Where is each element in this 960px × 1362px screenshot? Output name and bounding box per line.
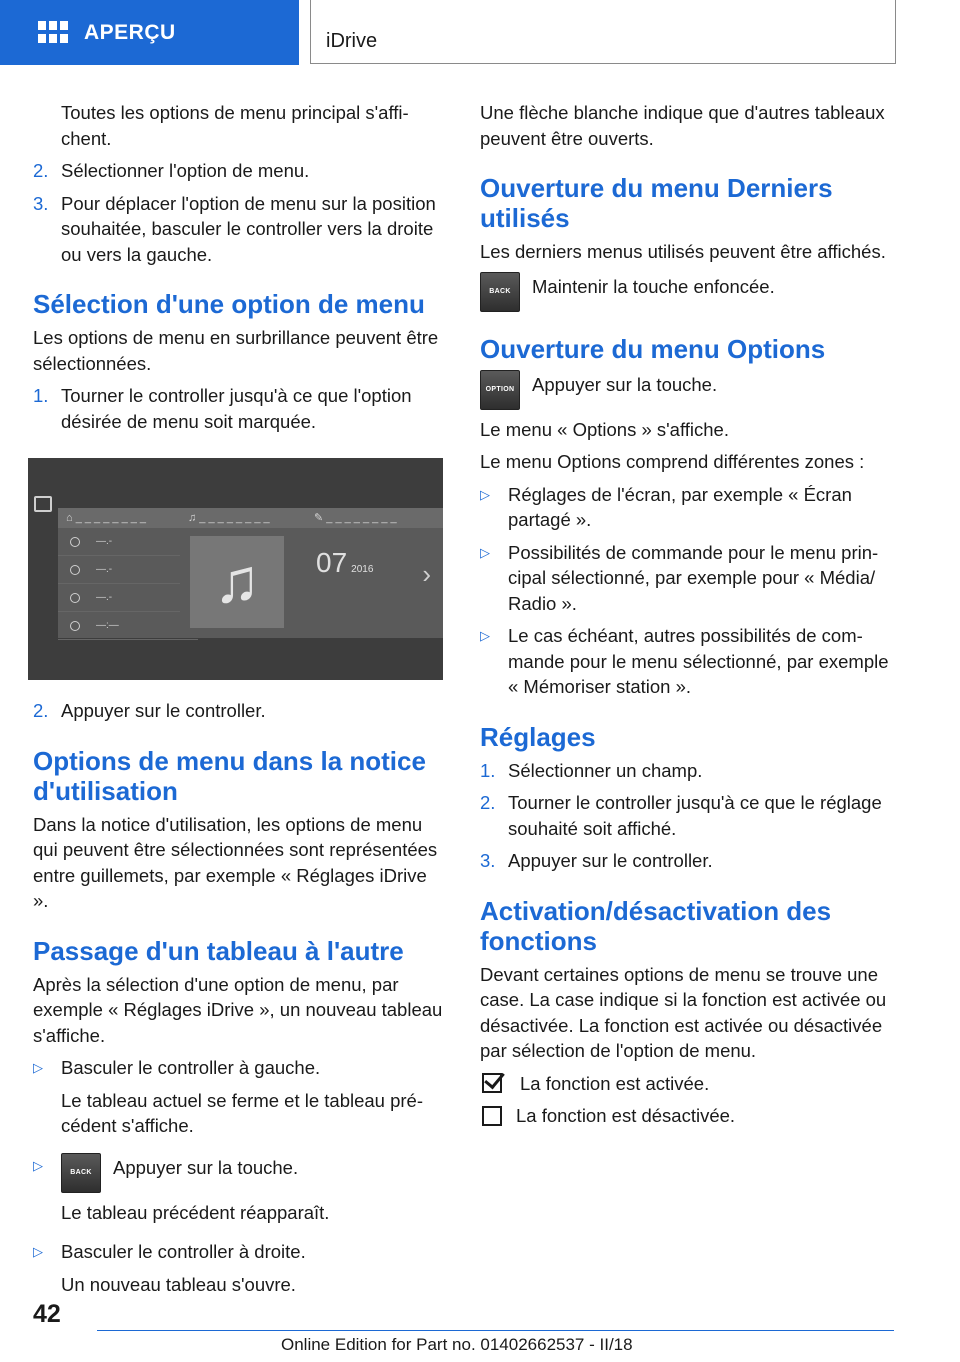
chevron-right-icon: › (422, 559, 431, 589)
list-item (480, 623, 900, 700)
list-item (33, 158, 445, 184)
back-key-icon: BACK (61, 1153, 101, 1193)
key-text: Appuyer sur la touche. (532, 373, 718, 395)
bullet-text: Le cas échéant, autres possibilités de commande pour le menu sélectionné, par exemple « Mémoriser station ». (508, 625, 889, 697)
paragraph: Les options de menu en surbrillance peuvent être sélectionnées. (33, 327, 439, 374)
heading-options-menu: Ouverture du menu Options (480, 333, 826, 364)
list-item (480, 758, 900, 784)
triangle-bullet-icon: ▷ (480, 628, 490, 643)
bullet-text: Appuyer sur la touche. (113, 1156, 299, 1178)
step-text: Tourner le controller jusqu'à ce que le réglage souhaité soit affiché. (508, 792, 882, 839)
step-number: 3. (33, 192, 49, 214)
step-text: Appuyer sur le controller. (61, 700, 266, 721)
paragraph: Les derniers menus utilisés peuvent être affichés. (480, 241, 886, 262)
paragraph: Toutes les options de menu principal s'affichent. (61, 102, 409, 149)
paragraph: Dans la notice d'utilisation, les options de menu qui peuvent être sélectionnées sont représentées entre guillemets, par exemple « Réglages iDrive ». (33, 813, 438, 911)
checkbox-text: La fonction est désactivée. (516, 1105, 736, 1126)
grid-icon (38, 21, 68, 45)
key-instruction (480, 370, 900, 410)
paragraph: Le menu « Options » s'affiche. (480, 418, 729, 440)
footer-divider (97, 1330, 894, 1331)
paragraph: Une flèche blanche indique que d'autres tableaux peuvent être ouverts. (480, 102, 885, 149)
step-text: Sélectionner un champ. (508, 759, 703, 781)
menu-icon (34, 496, 52, 512)
triangle-bullet-icon: ▷ (480, 544, 490, 560)
bullet-subtext: Le tableau actuel se ferme et le tableau précédent s'affiche. (61, 1089, 424, 1136)
idrive-screen-image (28, 458, 443, 680)
paragraph: Le menu Options comprend différentes zones : (480, 451, 865, 472)
list-item (480, 482, 900, 533)
checkbox-legend-off (480, 1103, 900, 1129)
heading-reglages: Réglages (480, 721, 596, 752)
bullet-subtext: Un nouveau tableau s'ouvre. (61, 1273, 296, 1295)
checkbox-unchecked-icon (482, 1106, 502, 1126)
footer-edition: Online Edition for Part no. 01402662537 - II/18 (281, 1335, 633, 1354)
step-number: 1. (33, 385, 49, 406)
bullet-text: Basculer le controller à gauche. (61, 1057, 321, 1078)
step-text: Tourner le controller jusqu'à ce que l'option désirée de menu soit marquée. (61, 385, 412, 432)
step-number: 2. (33, 160, 49, 181)
heading-options-notice: Options de menu dans la notice d'utilisation (33, 745, 426, 806)
checkbox-checked-icon (482, 1073, 502, 1093)
list-item (33, 383, 445, 434)
key-instruction (480, 272, 900, 312)
bullet-subtext: Le tableau précédent réapparaît. (61, 1201, 330, 1223)
screen-tile-media: ♫ _ _ _ _ _ _ _ _ ♫ (180, 508, 322, 638)
screen-tile-settings: ⌂ _ _ _ _ _ _ _ _ —.- —.- —.- —:— (58, 508, 198, 638)
bullet-text: Basculer le controller à droite. (61, 1241, 306, 1262)
heading-recent: Ouverture du menu Derniers utilisés (480, 173, 833, 233)
page-number: 42 (33, 1300, 61, 1328)
list-item (480, 790, 900, 841)
step-text: Pour déplacer l'option de menu sur la position souhaitée, basculer le controller vers la droite ou vers la gauche. (61, 192, 436, 265)
section-title: APERÇU (84, 20, 176, 44)
section-header (0, 0, 299, 65)
triangle-bullet-icon: ▷ (480, 486, 490, 502)
list-item (33, 1239, 445, 1304)
screen-date: 07 2016 (316, 547, 374, 578)
list-item (480, 848, 900, 874)
triangle-bullet-icon: ▷ (33, 1244, 43, 1259)
step-number: 3. (480, 850, 496, 871)
key-text: Maintenir la touche enfoncée. (532, 275, 775, 297)
list-item (33, 698, 445, 724)
step-number: 1. (480, 759, 496, 781)
paragraph: Après la sélection d'une option de menu, par exemple « Réglages iDrive », un nouveau tableau s'affiche. (33, 973, 443, 1046)
heading-passage: Passage d'un tableau à l'autre (33, 935, 404, 966)
step-number: 2. (480, 792, 496, 813)
list-item (33, 1153, 445, 1233)
left-column (33, 100, 445, 1311)
bullet-text: Possibilités de commande pour le menu principal sélectionné, par exemple pour « Média/ Radio ». (508, 541, 879, 614)
music-note-icon: ♫ (190, 536, 284, 628)
chapter-title: iDrive (326, 30, 378, 52)
back-key-icon: BACK (480, 272, 520, 312)
step-text: Sélectionner l'option de menu. (61, 160, 310, 181)
checkbox-legend-on (480, 1071, 900, 1097)
heading-activation: Activation/désactivation des fonctions (480, 895, 832, 956)
checkbox-text: La fonction est activée. (520, 1072, 710, 1094)
option-key-icon: OPTION (480, 370, 520, 410)
list-item (33, 191, 445, 268)
list-item (33, 1055, 445, 1146)
step-text: Appuyer sur le controller. (508, 850, 713, 871)
paragraph: Devant certaines options de menu se trouve une case. La case indique si la fonction est activée ou désactivée. La fonction est activée ou désactivée par sélection de l'option de menu. (480, 963, 887, 1061)
triangle-bullet-icon: ▷ (33, 1157, 43, 1173)
step-number: 2. (33, 700, 49, 721)
triangle-bullet-icon: ▷ (33, 1060, 43, 1075)
screen-tile-date: ✎ _ _ _ _ _ _ _ _ 07 2016 (306, 508, 443, 638)
bullet-text: Réglages de l'écran, par exemple « Écran partagé ». (508, 483, 852, 530)
chapter-header (310, 0, 896, 64)
right-column (480, 100, 900, 1136)
list-item (480, 540, 900, 617)
heading-selection: Sélection d'une option de menu (33, 289, 425, 319)
